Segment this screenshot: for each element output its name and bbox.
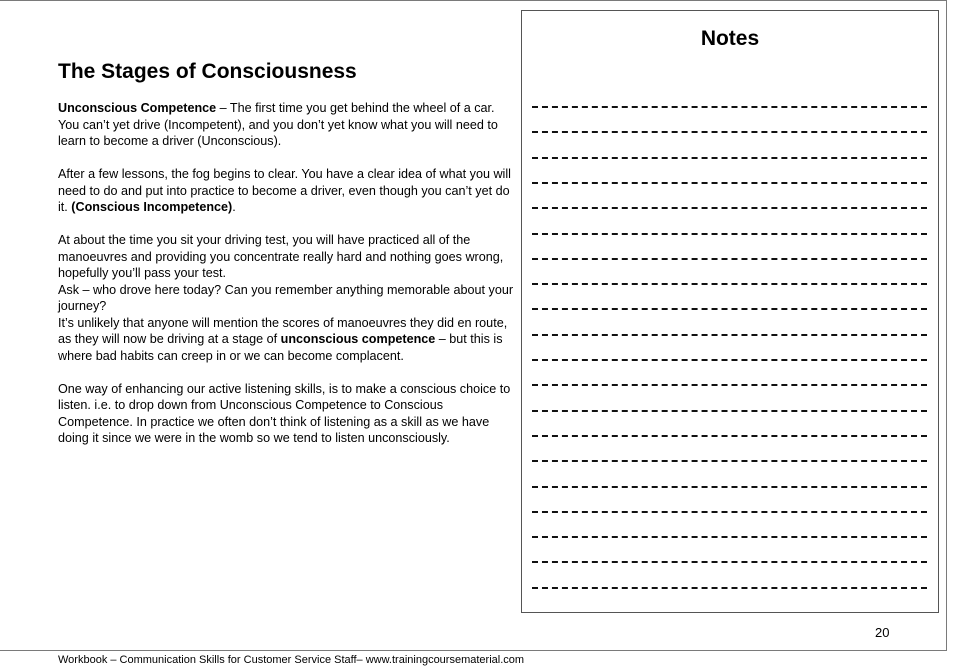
paragraph-text: – The first time you get behind the wheel of a car. You can’t yet drive (Incompetent), and you don’t yet know what you will need to learn to become a driver (Unconscious). bbox=[58, 101, 498, 148]
note-line bbox=[532, 410, 927, 412]
paragraph-end: . bbox=[232, 200, 236, 214]
note-line bbox=[532, 359, 927, 361]
term-unconscious-competence-inline: unconscious competence bbox=[280, 332, 436, 346]
note-line bbox=[532, 435, 927, 437]
paragraph-end: – but this is where bad habits can creep in or we can become complacent. bbox=[58, 332, 503, 363]
term-unconscious-competence: Unconscious Competence bbox=[58, 101, 217, 115]
note-line bbox=[532, 131, 927, 133]
page-title: The Stages of Consciousness bbox=[58, 60, 357, 83]
note-line bbox=[532, 233, 927, 235]
paragraph-driving-test bbox=[58, 232, 514, 282]
paragraph-text: One way of enhancing our active listening skills, is to make a conscious choice to listen. i.e. to drop down from Unconscious Competence to Conscious Competence. In practice we often don’t think of listening as a skill as we have doing it since we were in the womb so we tend to listen unconsciously. bbox=[58, 381, 511, 445]
paragraph-text: It’s unlikely that anyone will mention the scores of manoeuvres they did en route, as they will now be driving at a stage of bbox=[58, 315, 508, 346]
note-line bbox=[532, 157, 927, 159]
notes-box bbox=[521, 10, 939, 613]
page-frame-top-border bbox=[0, 0, 947, 1]
page-number: 20 bbox=[875, 625, 890, 640]
note-line bbox=[532, 561, 927, 563]
paragraph-conscious-incompetence bbox=[58, 166, 514, 216]
paragraph-text: Ask – who drove here today? Can you remember anything memorable about your journey? bbox=[58, 282, 514, 313]
note-line bbox=[532, 511, 927, 513]
note-line bbox=[532, 486, 927, 488]
paragraph-text: At about the time you sit your driving test, you will have practiced all of the manoeuvres and providing you concentrate really hard and nothing goes wrong, hopefully you’ll pass your test. bbox=[58, 233, 504, 280]
paragraph-text: After a few lessons, the fog begins to clear. You have a clear idea of what you will need to do and put into practice to become a driver, even though you can’t yet do it. bbox=[58, 167, 511, 214]
paragraph-active-listening bbox=[58, 381, 514, 447]
note-line bbox=[532, 308, 927, 310]
note-line bbox=[532, 334, 927, 336]
note-line bbox=[532, 182, 927, 184]
note-line bbox=[532, 460, 927, 462]
note-line bbox=[532, 587, 927, 589]
note-line bbox=[532, 384, 927, 386]
note-line bbox=[532, 283, 927, 285]
note-line bbox=[532, 207, 927, 209]
paragraph-ask-question bbox=[58, 282, 514, 315]
paragraph-unconscious-driving bbox=[58, 315, 514, 365]
term-conscious-incompetence: (Conscious Incompetence) bbox=[71, 200, 233, 214]
note-line bbox=[532, 106, 927, 108]
body-text bbox=[58, 100, 514, 463]
notes-title: Notes bbox=[700, 27, 760, 50]
note-line bbox=[532, 536, 927, 538]
note-line bbox=[532, 258, 927, 260]
footer-text: Workbook – Communication Skills for Customer Service Staff– www.trainingcoursematerial.com bbox=[58, 654, 525, 666]
paragraph-unconscious-competence bbox=[58, 100, 514, 150]
